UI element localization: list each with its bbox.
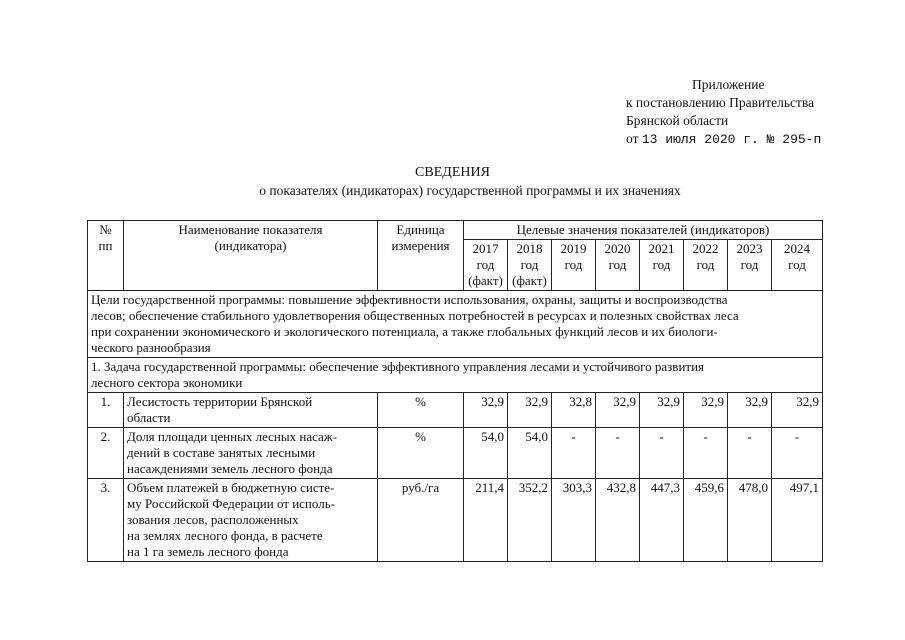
indicator-name xyxy=(124,428,378,479)
goals-line: лесов; обеспечение стабильного удовлетворения общественных потребностей в ресурсах и полезных свойствах леса xyxy=(91,308,739,323)
value-2017: 211,4 xyxy=(464,479,508,562)
year-value: 2020 xyxy=(604,241,631,256)
year-value: 2022 xyxy=(692,241,719,256)
year-value: 2018 xyxy=(516,241,543,256)
row-number: 1. xyxy=(88,393,124,428)
year-word: год xyxy=(608,257,627,272)
appendix-date-line xyxy=(626,130,821,149)
col-header-unit: Единица измерения xyxy=(378,221,464,291)
col-header-name: Наименование показателя (индикатора) xyxy=(124,221,378,291)
year-word: год xyxy=(652,257,671,272)
value-2019: 32,8 xyxy=(552,393,596,428)
indicator-rows xyxy=(88,393,823,562)
indicator-name-line: на землях лесного фонда, в расчете xyxy=(127,528,323,543)
year-header-2019 xyxy=(552,240,596,291)
table-row xyxy=(88,479,823,562)
appendix-title: Приложение xyxy=(692,77,765,92)
value-2017: 32,9 xyxy=(464,393,508,428)
indicator-name-line: му Российской Федерации от исполь- xyxy=(127,496,335,511)
year-word: год xyxy=(564,257,583,272)
row-number: 3. xyxy=(88,479,124,562)
value-2019: 303,3 xyxy=(552,479,596,562)
value-2024: 32,9 xyxy=(772,393,823,428)
year-value: 2019 xyxy=(560,241,587,256)
year-header-2024 xyxy=(772,240,823,291)
row-number: 2. xyxy=(88,428,124,479)
value-2021: - xyxy=(640,428,684,479)
indicator-name xyxy=(124,393,378,428)
indicator-unit: руб./га xyxy=(378,479,464,562)
table-row xyxy=(88,393,823,428)
indicator-unit: % xyxy=(378,393,464,428)
year-header-2021 xyxy=(640,240,684,291)
document-title: СВЕДЕНИЯ xyxy=(415,165,490,180)
task-line: 1. Задача государственной программы: обеспечение эффективного управления лесами и устойчивого развития xyxy=(91,359,705,374)
year-value: 2021 xyxy=(648,241,675,256)
col-header-number: № пп xyxy=(88,221,124,291)
indicator-name-line: на 1 га земель лесного фонда xyxy=(127,544,289,559)
task-line: лесного сектора экономики xyxy=(91,375,243,390)
year-word: год xyxy=(788,257,806,272)
indicator-name-line: Доля площади ценных лесных насаж- xyxy=(127,429,338,444)
indicator-name-line: дений в составе занятых лесными xyxy=(127,445,316,460)
indicators-table xyxy=(87,220,823,562)
indicator-name xyxy=(124,479,378,562)
value-2024: - xyxy=(772,428,823,479)
year-value: 2024 xyxy=(784,241,810,256)
indicator-name-line: Объем платежей в бюджетную систе- xyxy=(127,480,335,495)
program-task xyxy=(88,358,823,393)
indicator-unit: % xyxy=(378,428,464,479)
year-word: год xyxy=(740,257,759,272)
indicator-name-line: области xyxy=(127,410,171,425)
appendix-decree: к постановлению Правительства xyxy=(626,95,815,110)
year-note: (факт) xyxy=(468,273,503,288)
value-2022: 32,9 xyxy=(684,393,728,428)
indicator-name-line: насаждениями земель лесного фонда xyxy=(127,461,333,476)
appendix-date: 13 июля 2020 г. № 295-п xyxy=(641,132,822,147)
value-2021: 447,3 xyxy=(640,479,684,562)
year-note: (факт) xyxy=(512,273,547,288)
value-2023: 478,0 xyxy=(728,479,772,562)
value-2022: 459,6 xyxy=(684,479,728,562)
indicator-name-line: Лесистость территории Брянской xyxy=(127,394,313,409)
table-row xyxy=(88,428,823,479)
year-header-2022 xyxy=(684,240,728,291)
year-header-2023 xyxy=(728,240,772,291)
value-2018: 32,9 xyxy=(508,393,552,428)
year-word: год xyxy=(696,257,715,272)
year-value: 2023 xyxy=(736,241,763,256)
year-header-2020 xyxy=(596,240,640,291)
goals-row xyxy=(88,291,823,358)
value-2018: 352,2 xyxy=(508,479,552,562)
year-word: год xyxy=(520,257,539,272)
value-2017: 54,0 xyxy=(464,428,508,479)
goals-line: ческого разнообразия xyxy=(91,340,211,355)
appendix-block xyxy=(626,76,821,149)
indicator-name-line: зования лесов, расположенных xyxy=(127,512,299,527)
year-header-2017 xyxy=(464,240,508,291)
value-2022: - xyxy=(684,428,728,479)
value-2020: 432,8 xyxy=(596,479,640,562)
goals-line: при сохранении экономического и экологического потенциала, а также глобальных функций лесов и их биологи- xyxy=(91,324,718,339)
col-header-targets: Целевые значения показателей (индикаторов) xyxy=(464,221,823,240)
year-value: 2017 xyxy=(472,241,499,256)
value-2018: 54,0 xyxy=(508,428,552,479)
year-word: год xyxy=(476,257,495,272)
value-2019: - xyxy=(552,428,596,479)
value-2024: 497,1 xyxy=(772,479,823,562)
value-2023: - xyxy=(728,428,772,479)
year-header-2018 xyxy=(508,240,552,291)
program-goals xyxy=(88,291,823,358)
value-2020: 32,9 xyxy=(596,393,640,428)
value-2023: 32,9 xyxy=(728,393,772,428)
goals-line: Цели государственной программы: повышение эффективности использования, охраны, защиты и воспроизводства xyxy=(91,292,728,307)
appendix-date-prefix: от xyxy=(626,131,639,146)
appendix-region: Брянской области xyxy=(626,113,729,128)
value-2020: - xyxy=(596,428,640,479)
task-row xyxy=(88,358,823,393)
document-subtitle: о показателях (индикаторах) государственной программы и их значениях xyxy=(259,183,681,198)
value-2021: 32,9 xyxy=(640,393,684,428)
